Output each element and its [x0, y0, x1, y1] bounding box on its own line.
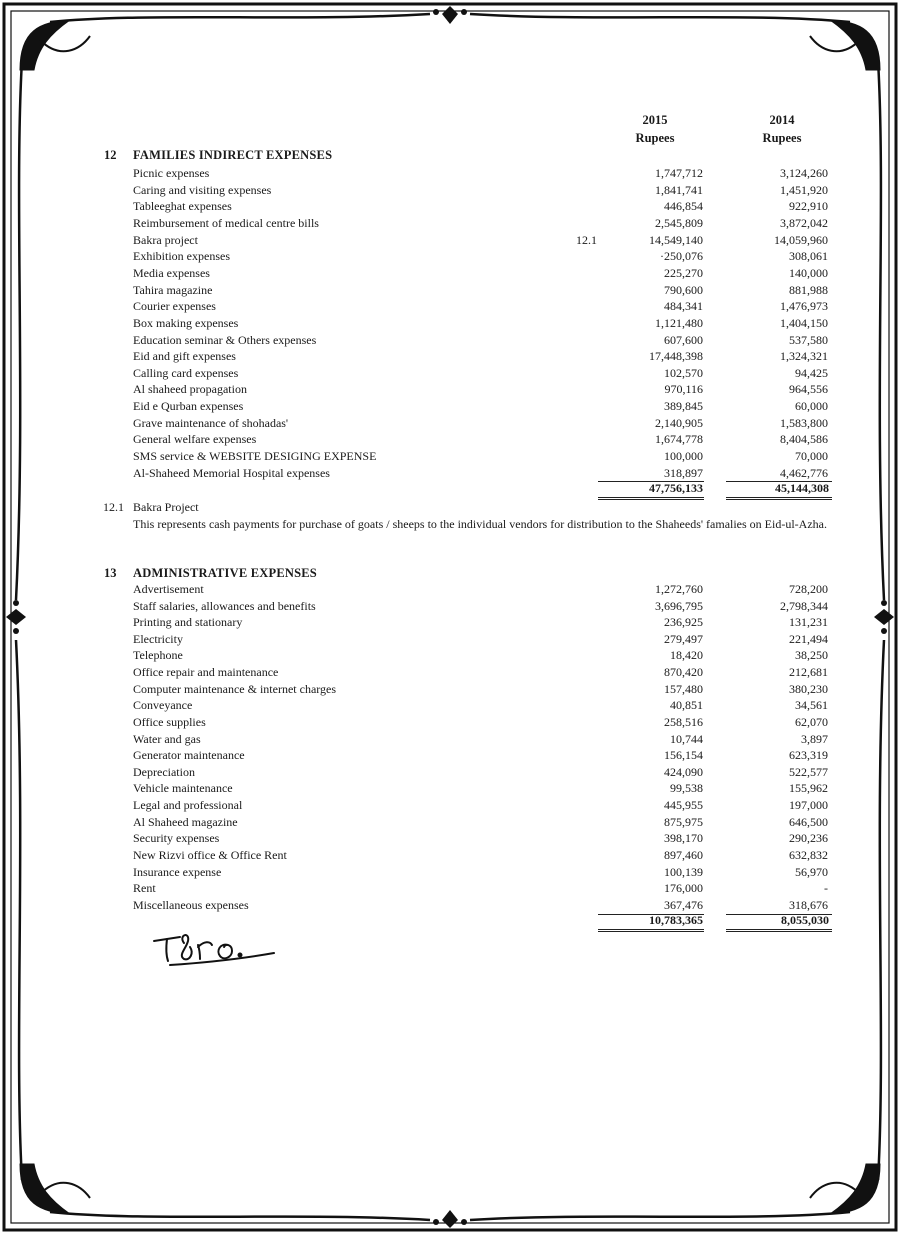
table-row	[0, 348, 900, 365]
table-row	[0, 332, 900, 349]
row-value-2014: 881,988	[789, 282, 828, 297]
row-label: Depreciation	[133, 764, 195, 779]
row-label: Insurance expense	[133, 864, 222, 879]
row-label: Printing and stationary	[133, 615, 243, 630]
row-value-2015: 225,270	[664, 265, 703, 280]
row-value-2014: 623,319	[789, 748, 828, 763]
row-value-2014: 8,404,586	[780, 432, 828, 447]
table-row	[0, 298, 900, 315]
row-label: Generator maintenance	[133, 748, 245, 763]
row-value-2014: 62,070	[795, 714, 828, 729]
row-value-2014: 212,681	[789, 665, 828, 680]
table-row	[0, 182, 900, 199]
row-label: Picnic expenses	[133, 166, 210, 180]
row-value-2014: 1,476,973	[780, 299, 828, 314]
row-value-2015: 1,272,760	[655, 582, 703, 596]
row-label: Media expenses	[133, 265, 210, 280]
row-value-2014: 522,577	[789, 764, 828, 779]
row-label: SMS service & WEBSITE DESIGING EXPENSE	[133, 449, 377, 464]
row-label: Water and gas	[133, 731, 201, 746]
section-12-total-2015: 47,756,133	[649, 481, 703, 495]
total-rule-2015	[598, 497, 704, 500]
row-value-2015: 3,696,795	[655, 598, 703, 613]
row-value-2015: 102,570	[664, 365, 703, 380]
row-label: Tableeghat expenses	[133, 199, 232, 214]
row-value-2015: 970,116	[664, 382, 703, 397]
row-label: New Rizvi office & Office Rent	[133, 847, 287, 862]
row-value-2015: 445,955	[664, 798, 703, 813]
table-row	[0, 198, 900, 215]
row-value-2014: 1,404,150	[780, 315, 828, 330]
row-value-2015: ·250,076	[660, 249, 703, 264]
header-year-2015: 2015	[642, 113, 668, 127]
header-currency-2015: Rupees	[635, 131, 675, 145]
row-value-2015: 1,674,778	[655, 432, 703, 447]
table-row	[0, 598, 900, 615]
row-value-2014: 290,236	[789, 831, 828, 846]
row-value-2014: 14,059,960	[774, 232, 828, 247]
table-row	[0, 780, 900, 797]
table-row	[0, 880, 900, 897]
table-row	[0, 697, 900, 714]
row-value-2014: 537,580	[789, 332, 828, 347]
row-value-2015: 424,090	[664, 764, 703, 779]
row-value-2015: 17,448,398	[649, 349, 703, 364]
row-label: Calling card expenses	[133, 365, 239, 380]
row-value-2015: 99,538	[670, 781, 703, 796]
total-rule-13-2015	[598, 929, 704, 932]
row-value-2014: 3,897	[801, 731, 828, 746]
row-value-2014: 380,230	[789, 681, 828, 696]
table-row	[0, 248, 900, 265]
table-row	[0, 797, 900, 814]
row-value-2015: 607,600	[664, 332, 703, 347]
table-row	[0, 664, 900, 681]
total-rule-2014	[726, 497, 832, 500]
row-label: Computer maintenance & internet charges	[133, 681, 337, 696]
row-value-2014: 70,000	[795, 449, 828, 464]
table-row	[0, 431, 900, 448]
table-row	[0, 398, 900, 415]
table-row	[0, 315, 900, 332]
row-value-2015: 389,845	[664, 399, 703, 414]
row-value-2014: -	[824, 881, 828, 896]
row-value-2014: 1,451,920	[780, 182, 828, 197]
row-label: Education seminar & Others expenses	[133, 332, 317, 347]
table-row	[0, 381, 900, 398]
table-row	[0, 215, 900, 232]
row-value-2014: 94,425	[795, 365, 828, 380]
table-row	[0, 365, 900, 382]
section-12-title: FAMILIES INDIRECT EXPENSES	[133, 148, 333, 162]
table-row	[0, 265, 900, 282]
row-value-2014: 1,583,800	[780, 415, 828, 430]
note-12-1-text: This represents cash payments for purchase of goats / sheeps to the individual vendors for distribution to the Shaheeds' famalies on Eid-ul-Azha.	[133, 517, 827, 531]
row-value-2014: 3,872,042	[780, 215, 828, 230]
table-row	[0, 814, 900, 831]
table-row	[0, 747, 900, 764]
table-row	[0, 847, 900, 864]
row-value-2015: 14,549,140	[649, 232, 703, 247]
table-row	[0, 282, 900, 299]
table-row	[0, 448, 900, 465]
row-value-2015: 875,975	[664, 814, 703, 829]
row-label: Electricity	[133, 631, 183, 646]
row-value-2014: 922,910	[789, 199, 828, 214]
row-label: Office supplies	[133, 714, 206, 729]
row-label: Eid e Qurban expenses	[133, 399, 244, 414]
row-value-2014: 34,561	[795, 698, 828, 713]
note-12-1-number: 12.1	[103, 500, 124, 514]
row-value-2015: 446,854	[664, 199, 703, 214]
row-value-2015: 367,476	[664, 897, 703, 912]
table-row	[0, 830, 900, 847]
row-label: Legal and professional	[133, 798, 243, 813]
row-value-2014: 2,798,344	[780, 598, 828, 613]
row-label: Office repair and maintenance	[133, 665, 279, 680]
row-value-2014: 38,250	[795, 648, 828, 663]
row-value-2015: 897,460	[664, 847, 703, 862]
table-row	[0, 232, 900, 249]
section-12-total-2014: 45,144,308	[775, 481, 829, 495]
row-value-2015: 1,121,480	[655, 315, 703, 330]
row-label: Reimbursement of medical centre bills	[133, 215, 319, 230]
row-value-2015: 398,170	[664, 831, 703, 846]
row-value-2014: 318,676	[789, 897, 828, 912]
row-value-2015: 10,744	[670, 731, 703, 746]
row-value-2014: 728,200	[789, 582, 828, 596]
row-value-2014: 221,494	[789, 631, 828, 646]
table-row	[0, 897, 900, 914]
row-value-2015: 484,341	[664, 299, 703, 314]
row-value-2015: 2,140,905	[655, 415, 703, 430]
row-value-2014: 632,832	[789, 847, 828, 862]
row-label: Security expenses	[133, 831, 220, 846]
row-label: Exhibition expenses	[133, 249, 230, 264]
row-label: Courier expenses	[133, 299, 216, 314]
section-12-number: 12	[104, 148, 117, 162]
total-rule-13-2014	[726, 929, 832, 932]
row-label: Grave maintenance of shohadas'	[133, 415, 289, 430]
row-label: Tahira magazine	[133, 282, 213, 297]
row-label: Al shaheed propagation	[133, 382, 247, 397]
table-row	[0, 631, 900, 648]
row-value-2015: 156,154	[664, 748, 703, 763]
row-value-2015: 1,841,741	[655, 182, 703, 197]
row-value-2014: 140,000	[789, 265, 828, 280]
row-value-2015: 40,851	[670, 698, 703, 713]
row-value-2015: 279,497	[664, 631, 703, 646]
table-row	[0, 165, 900, 182]
row-value-2014: 155,962	[789, 781, 828, 796]
row-value-2014: 131,231	[789, 615, 828, 630]
row-value-2015: 100,000	[664, 449, 703, 464]
row-note-ref: 12.1	[576, 232, 597, 247]
table-row	[0, 764, 900, 781]
row-label: Al Shaheed magazine	[133, 814, 238, 829]
row-label: Bakra project	[133, 232, 198, 247]
table-row	[0, 681, 900, 698]
row-value-2014: 1,324,321	[780, 349, 828, 364]
section-13-title: ADMINISTRATIVE EXPENSES	[133, 566, 317, 580]
row-value-2015: 236,925	[664, 615, 703, 630]
table-row	[0, 714, 900, 731]
row-value-2015: 790,600	[664, 282, 703, 297]
table-row	[0, 465, 900, 482]
row-label: Advertisement	[133, 582, 204, 596]
row-value-2014: 646,500	[789, 814, 828, 829]
row-value-2015: 318,897	[664, 465, 703, 480]
note-12-1-title: Bakra Project	[133, 500, 199, 514]
row-value-2014: 3,124,260	[780, 166, 828, 180]
row-label: Conveyance	[133, 698, 193, 713]
row-label: Staff salaries, allowances and benefits	[133, 598, 316, 613]
row-label: Caring and visiting expenses	[133, 182, 272, 197]
table-row	[0, 731, 900, 748]
row-value-2014: 964,556	[789, 382, 828, 397]
table-row	[0, 415, 900, 432]
section-13-number: 13	[104, 566, 117, 580]
row-label: Al-Shaheed Memorial Hospital expenses	[133, 465, 330, 480]
row-label: Box making expenses	[133, 315, 239, 330]
row-value-2014: 197,000	[789, 798, 828, 813]
row-value-2015: 157,480	[664, 681, 703, 696]
row-value-2015: 1,747,712	[655, 166, 703, 180]
row-value-2014: 60,000	[795, 399, 828, 414]
header-year-2014: 2014	[769, 113, 795, 127]
row-value-2014: 56,970	[795, 864, 828, 879]
row-label: Vehicle maintenance	[133, 781, 233, 796]
section-13-total-2014: 8,055,030	[781, 913, 829, 927]
row-label: General welfare expenses	[133, 432, 257, 447]
header-currency-2014: Rupees	[762, 131, 802, 145]
row-label: Rent	[133, 881, 156, 896]
row-value-2015: 2,545,809	[655, 215, 703, 230]
row-value-2015: 870,420	[664, 665, 703, 680]
row-value-2014: 308,061	[789, 249, 828, 264]
table-row	[0, 864, 900, 881]
row-value-2015: 100,139	[664, 864, 703, 879]
row-value-2015: 18,420	[670, 648, 703, 663]
row-value-2014: 4,462,776	[780, 465, 828, 480]
row-value-2015: 258,516	[664, 714, 703, 729]
section-13-total-2015: 10,783,365	[649, 913, 703, 927]
row-label: Miscellaneous expenses	[133, 897, 249, 912]
table-row	[0, 614, 900, 631]
table-row	[0, 581, 900, 598]
row-value-2015: 176,000	[664, 881, 703, 896]
row-label: Eid and gift expenses	[133, 349, 236, 364]
handwritten-signature	[150, 925, 280, 970]
table-row	[0, 647, 900, 664]
row-label: Telephone	[133, 648, 183, 663]
